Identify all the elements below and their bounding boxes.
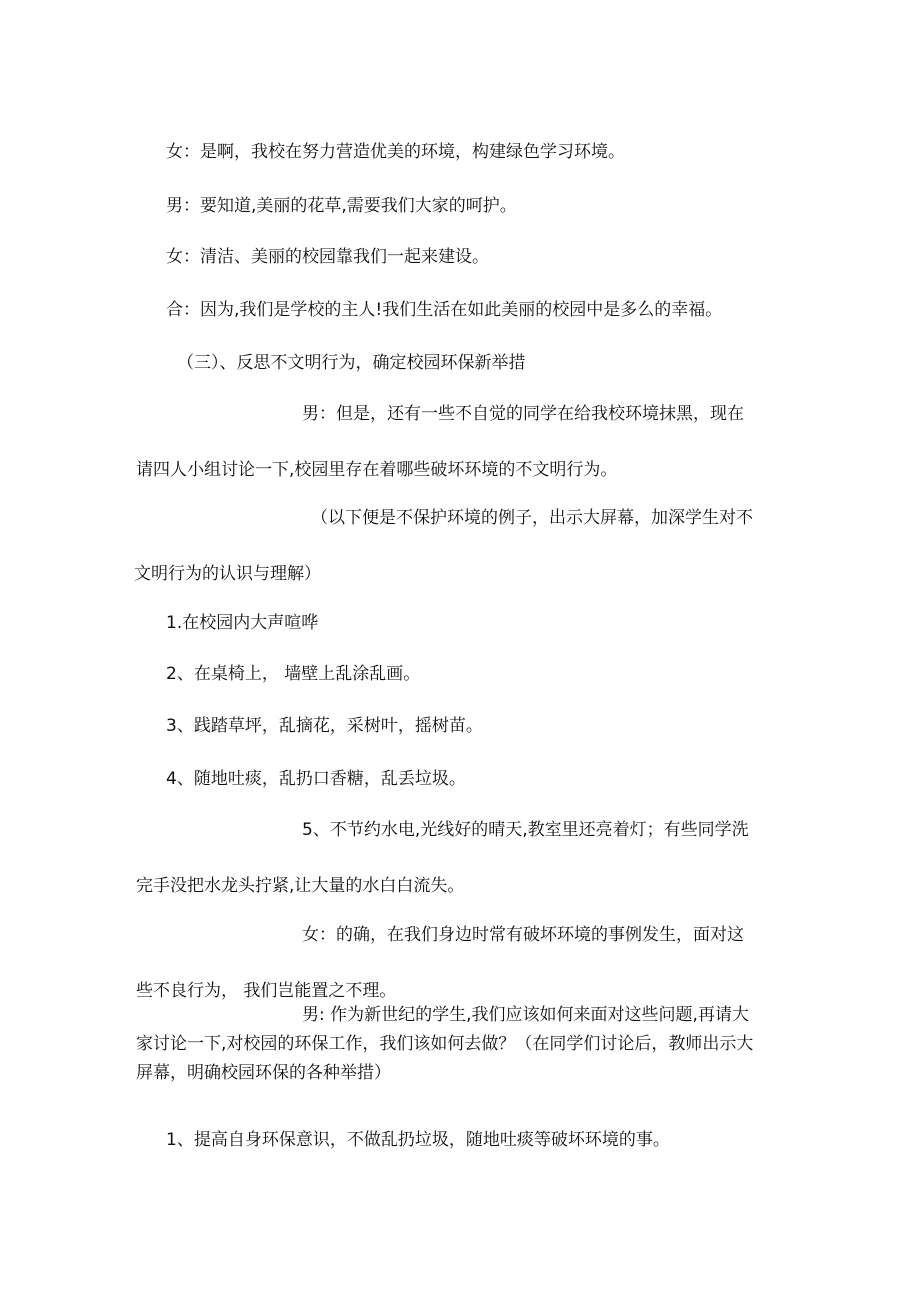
paragraph-female-1: 女：是啊，我校在努力营造优美的环境，构建绿色学习环境。 xyxy=(166,142,625,162)
paragraph-female-3: 女：的确，在我们身边时常有破坏环境的事例发生，面对这些不良行为， 我们岂能置之不理。 xyxy=(136,925,744,1001)
paragraph-male-1: 男：要知道,美丽的花草,需要我们大家的呵护。 xyxy=(166,196,517,216)
paragraph-male-3: 男: 作为新世纪的学生,我们应该如何来面对这些问题,再请大家讨论一下,对校园的环保工作，我们该如何去做？（在同学们讨论后，教师出示大屏幕，明确校园环保的各种举措） xyxy=(136,1005,754,1083)
paragraph-together: 合：因为,我们是学校的主人!我们生活在如此美丽的校园中是多么的幸福。 xyxy=(166,300,723,320)
list-item-4: 4、随地吐痰，乱扔口香糖，乱丢垃圾。 xyxy=(166,769,466,789)
paragraph-examples-note: （以下便是不保护环境的例子，出示大屏幕，加深学生对不文明行为的认识与理解） xyxy=(134,508,753,584)
section-heading-3: （三）、反思不文明行为，确定校园环保新举措 xyxy=(177,353,526,373)
paragraph-female-2: 女：清洁、美丽的校园靠我们一起来建设。 xyxy=(166,247,489,267)
list-item-3: 3、践踏草坪，乱摘花，采树叶，摇树苗。 xyxy=(166,716,483,736)
list-item-5: 5、不节约水电,光线好的晴天,教室里还亮着灯；有些同学洗完手没把水龙头拧紧,让大量的水白白流失。 xyxy=(136,820,749,896)
paragraph-male-2: 男：但是，还有一些不自觉的同学在给我校环境抹黑，现在请四人小组讨论一下,校园里存在着哪些破坏环境的不文明行为。 xyxy=(136,404,744,480)
measure-item-1: 1、提高自身环保意识，不做乱扔垃圾，随地吐痰等破坏环境的事。 xyxy=(166,1130,670,1150)
list-item-1: 1.在校园内大声喧哗 xyxy=(166,613,319,633)
list-item-2: 2、在桌椅上， 墙壁上乱涂乱画。 xyxy=(166,664,421,684)
